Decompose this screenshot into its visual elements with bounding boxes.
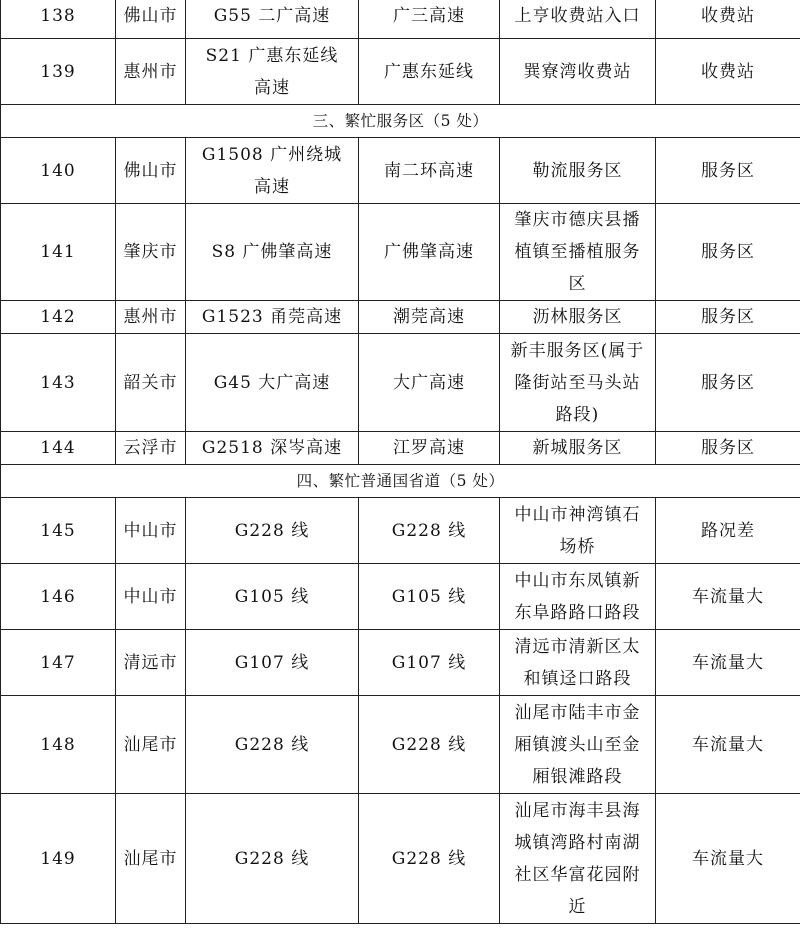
- location-cell: [500, 39, 656, 105]
- location-cell: [500, 630, 656, 696]
- section-title: 三、繁忙服务区（5 处）: [1, 105, 800, 138]
- city-cell: [116, 498, 186, 564]
- road-name-cell-text: G228 线: [234, 848, 310, 869]
- category-cell-text: 服务区: [701, 307, 755, 327]
- row-number-cell-text: 144: [40, 438, 76, 458]
- road-name-cell: [186, 498, 359, 564]
- road-segment-cell-text: G228 线: [391, 848, 467, 869]
- city-cell: [116, 794, 186, 924]
- road-name-cell: [186, 138, 359, 204]
- location-cell: [500, 498, 656, 564]
- road-name-cell-text: G228 线: [234, 734, 310, 755]
- location-cell-text: 勒流服务区: [532, 160, 623, 181]
- road-segment-cell: [359, 794, 500, 924]
- row-number-cell-text: 148: [40, 734, 76, 755]
- row-number-cell: [1, 0, 116, 39]
- location-cell: [500, 794, 656, 924]
- road-name-cell: [186, 696, 359, 794]
- location-cell: [500, 334, 656, 432]
- category-cell-text: 车流量大: [692, 652, 764, 673]
- road-name-cell: [186, 564, 359, 630]
- category-cell-text: 服务区: [701, 160, 755, 181]
- row-number-cell: [1, 301, 116, 334]
- city-cell-text: 清远市: [123, 652, 178, 673]
- category-cell: [656, 334, 800, 432]
- location-cell: [500, 0, 656, 39]
- category-cell-text: 车流量大: [692, 734, 764, 755]
- road-name-cell: [186, 204, 359, 301]
- category-cell: [656, 204, 800, 301]
- category-cell: [656, 301, 800, 334]
- location-cell: [500, 138, 656, 204]
- city-cell: [116, 696, 186, 794]
- row-number-cell-text: 140: [40, 160, 76, 181]
- category-cell-text: 车流量大: [692, 586, 764, 607]
- section-title: 四、繁忙普通国省道（5 处）: [1, 465, 800, 498]
- location-cell-text: 清远市清新区太和镇迳口路段: [514, 636, 641, 689]
- road-name-cell-text: G107 线: [234, 652, 310, 673]
- road-segment-cell-text: G105 线: [391, 586, 467, 607]
- category-cell: [656, 39, 800, 105]
- table-row: [1, 0, 800, 39]
- road-name-cell-text: G1523 甬莞高速: [201, 307, 343, 327]
- category-cell-text: 收费站: [701, 61, 755, 82]
- road-segment-cell: [359, 0, 500, 39]
- table-row: [1, 498, 800, 564]
- section-header-row: [1, 465, 800, 498]
- row-number-cell-text: 149: [40, 848, 76, 869]
- city-cell: [116, 204, 186, 301]
- row-number-cell-text: 143: [40, 372, 76, 393]
- road-segment-cell-text: G107 线: [391, 652, 467, 673]
- road-segment-cell-text: 广惠东延线: [384, 61, 474, 82]
- road-segment-cell: [359, 432, 500, 465]
- road-segment-cell-text: 大广高速: [393, 372, 465, 393]
- row-number-cell-text: 141: [40, 242, 76, 262]
- category-cell-text: 服务区: [701, 438, 755, 458]
- row-number-cell: [1, 696, 116, 794]
- road-segment-cell: [359, 498, 500, 564]
- row-number-cell: [1, 138, 116, 204]
- road-segment-cell-text: 南二环高速: [384, 160, 474, 181]
- road-segment-cell: [359, 334, 500, 432]
- row-number-cell: [1, 564, 116, 630]
- table-row: [1, 334, 800, 432]
- section-header-row: [1, 105, 800, 138]
- table-body: [1, 0, 800, 924]
- road-name-cell: [186, 432, 359, 465]
- city-cell-text: 云浮市: [123, 438, 178, 458]
- category-cell-text: 服务区: [701, 372, 755, 393]
- road-segment-cell-text: 广佛肇高速: [384, 242, 474, 262]
- road-segment-cell: [359, 39, 500, 105]
- city-cell-text: 佛山市: [123, 160, 178, 181]
- road-name-cell: [186, 0, 359, 39]
- row-number-cell-text: 147: [40, 652, 76, 673]
- row-number-cell: [1, 630, 116, 696]
- category-cell: [656, 0, 800, 39]
- row-number-cell-text: 139: [40, 61, 76, 82]
- city-cell-text: 中山市: [123, 586, 178, 607]
- city-cell: [116, 432, 186, 465]
- road-segment-cell: [359, 630, 500, 696]
- table-row: [1, 138, 800, 204]
- table-row: [1, 432, 800, 465]
- location-cell: [500, 696, 656, 794]
- table-row: [1, 794, 800, 924]
- table-row: [1, 564, 800, 630]
- road-name-cell: [186, 301, 359, 334]
- location-cell-text: 中山市神湾镇石场桥: [514, 504, 641, 557]
- road-name-cell: [186, 630, 359, 696]
- road-name-cell: [186, 794, 359, 924]
- road-segment-cell: [359, 138, 500, 204]
- road-name-cell-text: S8 广佛肇高速: [211, 242, 333, 262]
- road-name-cell-text: G228 线: [234, 520, 310, 541]
- city-cell-text: 佛山市: [123, 5, 178, 26]
- row-number-cell: [1, 432, 116, 465]
- location-cell: [500, 564, 656, 630]
- road-name-cell-text: G2518 深岑高速: [201, 438, 343, 458]
- road-segment-cell-text: 广三高速: [393, 5, 465, 26]
- table-row: [1, 301, 800, 334]
- city-cell-text: 惠州市: [123, 307, 178, 327]
- row-number-cell-text: 142: [40, 307, 76, 327]
- category-cell-text: 路况差: [701, 520, 755, 541]
- road-segment-cell-text: 江罗高速: [393, 438, 465, 458]
- location-cell-text: 新丰服务区(属于隆街站至马头站路段): [510, 340, 645, 425]
- category-cell: [656, 630, 800, 696]
- road-segment-cell-text: G228 线: [391, 520, 467, 541]
- category-cell: [656, 696, 800, 794]
- table-row: [1, 630, 800, 696]
- road-name-cell: [186, 39, 359, 105]
- location-cell-text: 上亨收费站入口: [514, 5, 641, 26]
- category-cell: [656, 138, 800, 204]
- road-segment-cell-text: G228 线: [391, 734, 467, 755]
- city-cell: [116, 630, 186, 696]
- city-cell: [116, 39, 186, 105]
- category-cell: [656, 432, 800, 465]
- location-cell-text: 汕尾市陆丰市金厢镇渡头山至金厢银滩路段: [514, 702, 641, 787]
- city-cell-text: 韶关市: [123, 372, 178, 393]
- city-cell-text: 汕尾市: [123, 848, 178, 869]
- category-cell-text: 收费站: [701, 5, 755, 26]
- road-segment-cell: [359, 204, 500, 301]
- location-cell: [500, 301, 656, 334]
- road-segment-cell-text: 潮莞高速: [393, 307, 465, 327]
- location-cell-text: 沥林服务区: [532, 307, 623, 327]
- category-cell: [656, 794, 800, 924]
- row-number-cell: [1, 498, 116, 564]
- city-cell: [116, 138, 186, 204]
- location-cell-text: 中山市东凤镇新东阜路路口路段: [514, 570, 641, 623]
- road-name-cell-text: G105 线: [234, 586, 310, 607]
- city-cell: [116, 0, 186, 39]
- row-number-cell: [1, 204, 116, 301]
- road-segment-cell: [359, 301, 500, 334]
- city-cell: [116, 564, 186, 630]
- road-name-cell-text: G55 二广高速: [213, 5, 331, 26]
- city-cell-text: 汕尾市: [123, 734, 178, 755]
- road-segment-cell: [359, 696, 500, 794]
- row-number-cell-text: 138: [40, 5, 76, 26]
- location-cell-text: 巽寮湾收费站: [523, 61, 632, 82]
- road-name-cell-text: G1508 广州绕城高速: [201, 144, 343, 197]
- road-name-cell-text: G45 大广高速: [213, 372, 331, 393]
- location-cell-text: 汕尾市海丰县海城镇湾路村南湖社区华富花园附近: [514, 800, 641, 917]
- city-cell-text: 中山市: [123, 520, 178, 541]
- table-row: [1, 204, 800, 301]
- location-cell-text: 肇庆市德庆县播植镇至播植服务区: [514, 210, 641, 294]
- city-cell: [116, 334, 186, 432]
- road-name-cell-text: S21 广惠东延线高速: [205, 45, 339, 98]
- city-cell-text: 肇庆市: [123, 242, 178, 262]
- table-row: [1, 696, 800, 794]
- city-cell-text: 惠州市: [123, 61, 178, 82]
- category-cell-text: 车流量大: [692, 848, 764, 869]
- city-cell: [116, 301, 186, 334]
- row-number-cell-text: 146: [40, 586, 76, 607]
- road-segment-cell: [359, 564, 500, 630]
- row-number-cell: [1, 794, 116, 924]
- location-cell: [500, 204, 656, 301]
- road-name-cell: [186, 334, 359, 432]
- row-number-cell: [1, 39, 116, 105]
- table-row: [1, 39, 800, 105]
- location-cell-text: 新城服务区: [532, 438, 623, 458]
- location-cell: [500, 432, 656, 465]
- category-cell: [656, 498, 800, 564]
- row-number-cell-text: 145: [40, 520, 76, 541]
- category-cell: [656, 564, 800, 630]
- row-number-cell: [1, 334, 116, 432]
- category-cell-text: 服务区: [701, 242, 755, 262]
